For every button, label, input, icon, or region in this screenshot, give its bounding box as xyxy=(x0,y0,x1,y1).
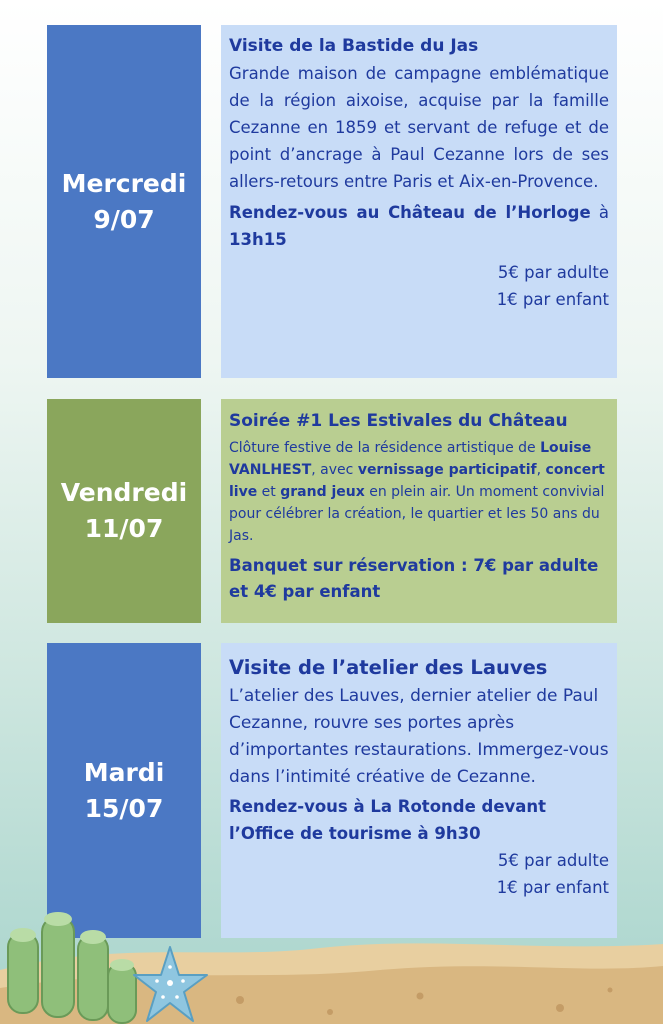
date-block xyxy=(47,399,201,623)
highlight-jeux: grand jeux xyxy=(280,484,365,500)
price-child: 1€ par enfant xyxy=(496,290,609,309)
event-card xyxy=(221,399,617,623)
event-mercredi xyxy=(47,25,617,378)
price-adult: 5€ par adulte xyxy=(497,851,609,870)
event-title: Soirée #1 Les Estivales du Château xyxy=(229,411,568,431)
date-block xyxy=(47,25,201,378)
desc-text: , avec xyxy=(311,462,358,478)
banquet-info: Banquet sur réservation : 7€ par adulte et 4€ par enfant xyxy=(229,556,599,601)
price-adult: 5€ par adulte xyxy=(497,263,609,282)
event-card xyxy=(221,643,617,938)
day-label: Vendredi xyxy=(60,478,188,507)
event-mardi xyxy=(47,643,617,938)
meeting-connector: à xyxy=(590,203,610,222)
event-title: Visite de l’atelier des Lauves xyxy=(229,656,548,679)
event-description xyxy=(229,437,609,547)
meeting-info xyxy=(229,199,609,253)
price-child: 1€ par enfant xyxy=(496,878,609,897)
event-description: Grande maison de campagne emblématique de la région aixoise, acquise par la famille Cezanne en 1859 et servant de refuge et de point d’ancrage à Paul Cezanne lors de ses allers-retours entre Paris et Aix-en-Provence. xyxy=(229,64,609,191)
event-vendredi xyxy=(47,399,617,623)
event-card xyxy=(221,25,617,378)
highlight-vernissage: vernissage participatif xyxy=(357,462,537,478)
starfish-illustration xyxy=(133,945,208,1024)
day-label: Mardi xyxy=(83,757,165,787)
meeting-info: Rendez-vous à La Rotonde devant l’Office de tourisme à 9h30 xyxy=(229,797,547,843)
meeting-place: Rendez-vous au Château de l’Horloge xyxy=(229,203,591,222)
desc-text: en plein air. Un moment convivial pour célébrer la création, le quartier et les 50 ans du Jas. xyxy=(229,484,605,544)
date-block xyxy=(47,643,201,938)
highlight-concert: concert live xyxy=(229,462,605,500)
meeting-time: 13h15 xyxy=(229,230,287,249)
date-label: 15/07 xyxy=(84,793,164,823)
desc-text: et xyxy=(257,484,281,500)
artist-name: Louise VANLHEST xyxy=(229,440,592,478)
day-label: Mercredi xyxy=(61,168,187,198)
event-title: Visite de la Bastide du Jas xyxy=(229,36,479,56)
coral-illustration xyxy=(0,905,150,1024)
desc-text: , xyxy=(536,462,546,478)
date-label: 11/07 xyxy=(84,514,164,543)
desc-text: Clôture festive de la résidence artistique de xyxy=(229,440,541,456)
date-label: 9/07 xyxy=(93,204,155,234)
event-description: L’atelier des Lauves, dernier atelier de Paul Cezanne, rouvre ses portes après d’importantes restaurations. Immergez-vous dans l’intimité créative de Cezanne. xyxy=(229,686,609,787)
